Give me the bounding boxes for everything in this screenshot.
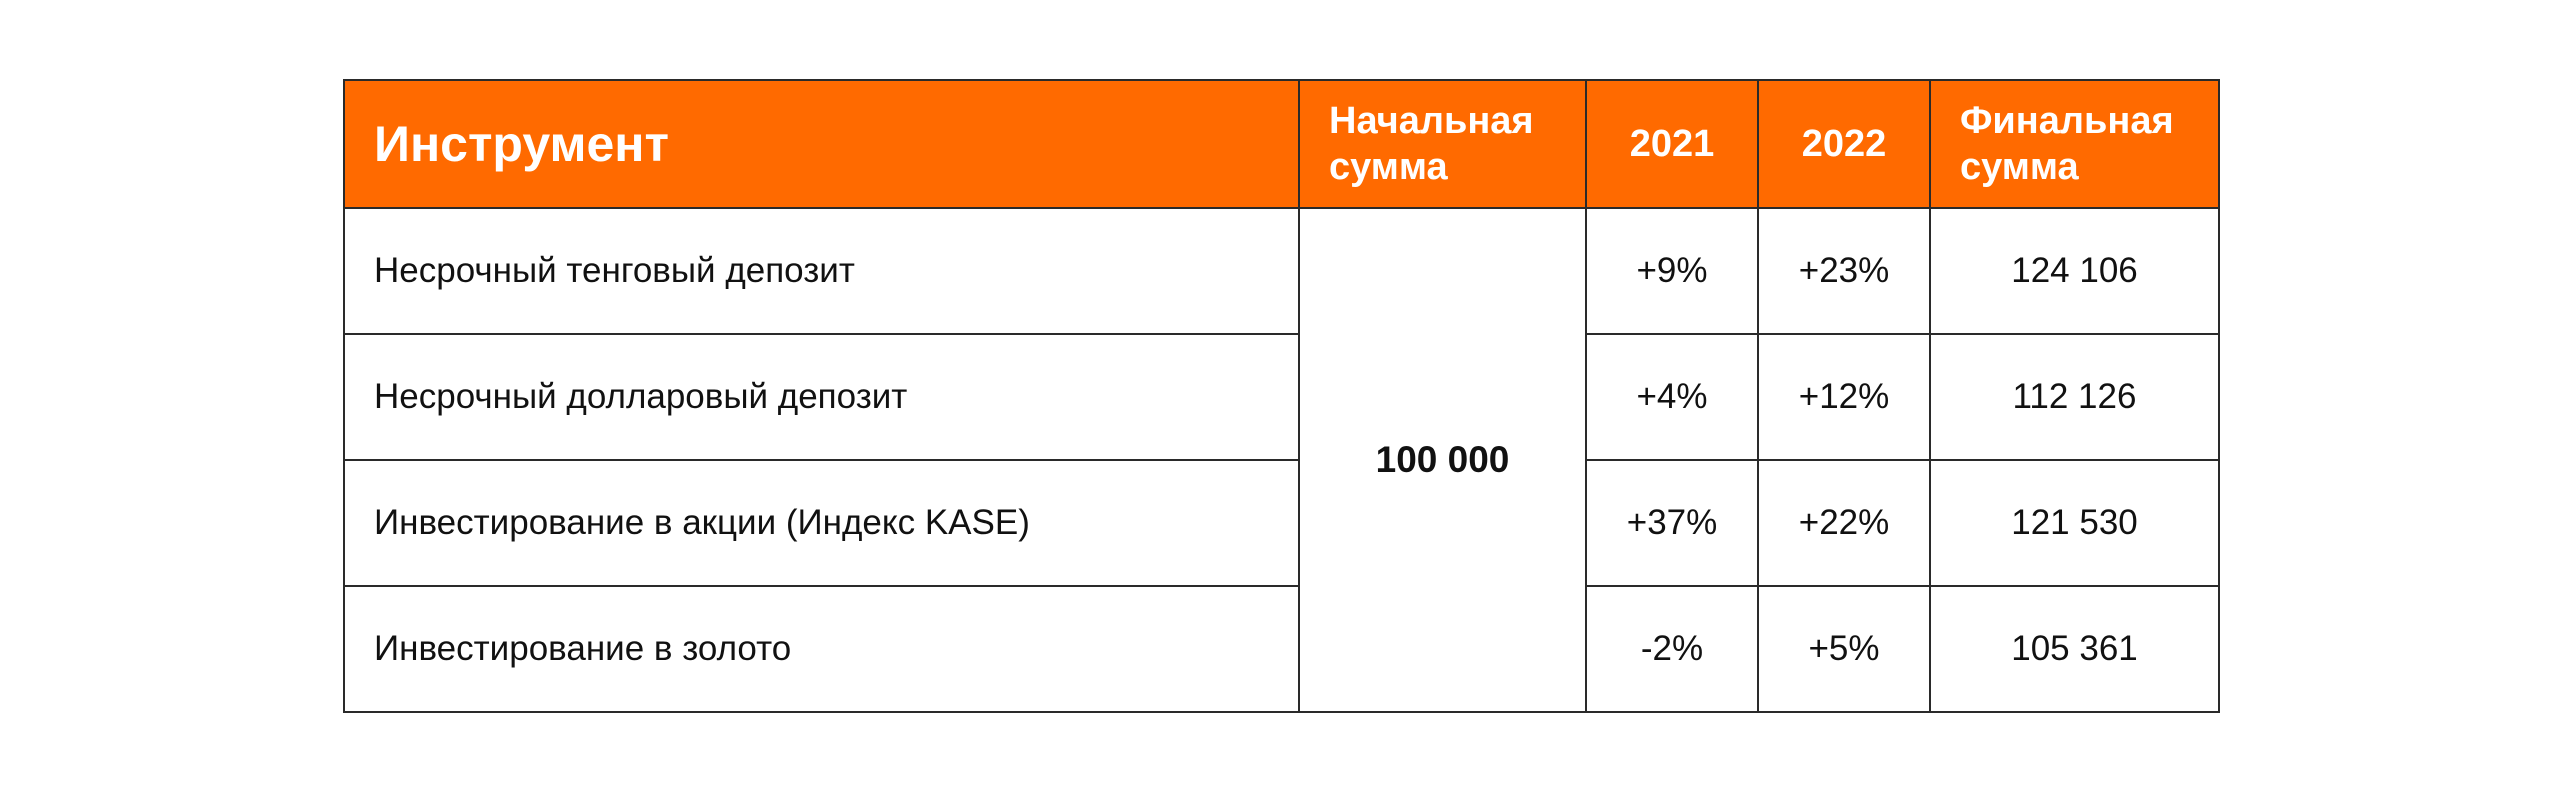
final-sum-value: 124 106 [1930,208,2219,334]
return-2021: -2% [1586,586,1758,712]
return-2022: +12% [1758,334,1930,460]
final-sum-value: 112 126 [1930,334,2219,460]
header-2022: 2022 [1758,80,1930,208]
instrument-name: Несрочный долларовый депозит [344,334,1299,460]
header-final-sum: Финальная сумма [1930,80,2219,208]
return-2022: +23% [1758,208,1930,334]
header-2021: 2021 [1586,80,1758,208]
header-initial-sum: Начальная сумма [1299,80,1586,208]
instrument-name: Инвестирование в акции (Индекс KASE) [344,460,1299,586]
header-instrument: Инструмент [344,80,1299,208]
table-row [344,208,2219,334]
instrument-name: Несрочный тенговый депозит [344,208,1299,334]
return-2021: +4% [1586,334,1758,460]
final-sum-value: 105 361 [1930,586,2219,712]
table-row [344,460,2219,586]
initial-sum-value: 100 000 [1299,208,1586,712]
table-body [344,208,2219,712]
table-row [344,334,2219,460]
table-row [344,586,2219,712]
header-row [344,80,2219,208]
return-2022: +5% [1758,586,1930,712]
investment-comparison-table [343,79,2220,713]
return-2022: +22% [1758,460,1930,586]
final-sum-value: 121 530 [1930,460,2219,586]
return-2021: +37% [1586,460,1758,586]
table-header [344,80,2219,208]
instrument-name: Инвестирование в золото [344,586,1299,712]
return-2021: +9% [1586,208,1758,334]
